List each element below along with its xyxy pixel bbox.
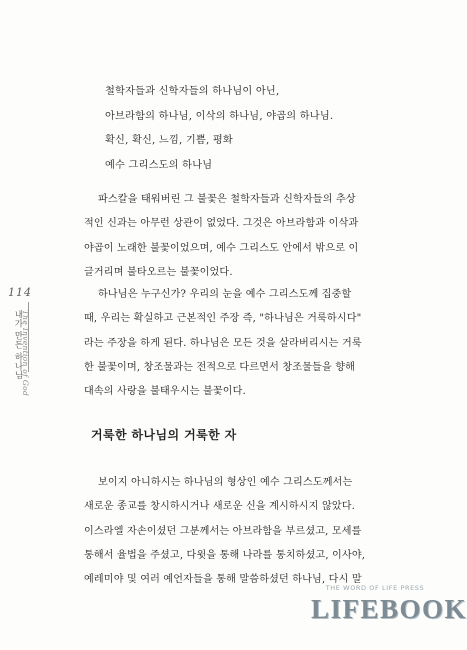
page-number: 114 (8, 286, 32, 299)
text-line: 예레미야 및 여러 예언자들을 통해 말씀하셨던 하나님, 다시 말 (84, 574, 362, 586)
paragraph-invisible-god (84, 471, 384, 592)
lifebook-watermark (311, 584, 467, 640)
text-line: 글거리며 불타오르는 불꽃이었다. (84, 266, 233, 278)
pascal-quote (105, 80, 395, 178)
text-line: 적인 신과는 아무런 상관이 없었다. 그것은 아브라함과 이삭과 (84, 218, 359, 230)
running-head-title: 내가 만든 하나님 (13, 310, 23, 380)
quote-line: 확신, 확신, 느낌, 기쁨, 평화 (105, 135, 233, 146)
lifebook-logo: LIFEBOOK (311, 594, 467, 624)
text-line: 보이지 아니하시는 하나님의 형상인 예수 그리스도께서는 (98, 477, 353, 488)
text-line: 한 불꽃이며, 창조물과는 전적으로 다르면서 창조물들을 향해 (84, 361, 356, 373)
text-line: 대속의 사랑을 불태우시는 불꽃이다. (84, 386, 246, 398)
text-line: 새로운 종교를 창시하시거나 새로운 신을 계시하시지 않았다. (84, 501, 356, 513)
watermark-tagline: THE WORD OF LIFE PRESS (325, 584, 425, 592)
quote-line: 철학자들과 신학자들의 하나님이 아닌, (105, 86, 280, 97)
quote-line: 아브라함의 하나님, 이삭의 하나님, 야곱의 하나님. (105, 110, 334, 122)
paragraph-pascal-fire (84, 188, 384, 285)
text-line: 파스칼을 태워버린 그 불꽃은 철학자들과 신학자들의 추상 (98, 194, 356, 205)
text-line: 라는 주장을 하게 된다. 하나님은 모든 것을 살라버리시는 거룩 (84, 337, 362, 349)
quote-line: 예수 그리스도의 하나님 (105, 159, 213, 171)
text-line: 야곱이 노래한 불꽃이었으며, 예수 그리스도 안에서 밖으로 이 (84, 242, 359, 254)
text-line: 통해서 율법을 주셨고, 다윗을 통해 나라를 통치하셨고, 이사야, (84, 549, 366, 561)
section-heading: 거룩한 하나님의 거룩한 자 (91, 428, 237, 442)
text-line: 하나님은 누구신가? 우리의 눈을 예수 그리스도께 집중할 (98, 289, 352, 300)
running-head-subtitle: The Invention of God (21, 310, 30, 397)
text-line: 이스라엘 자손이셨던 그분께서는 아브라함을 부르셨고, 모세를 (84, 525, 362, 537)
paragraph-who-is-god (84, 283, 384, 404)
text-line: 때, 우리는 확실하고 근본적인 주장 즉, "하나님은 거룩하시다" (84, 313, 362, 325)
